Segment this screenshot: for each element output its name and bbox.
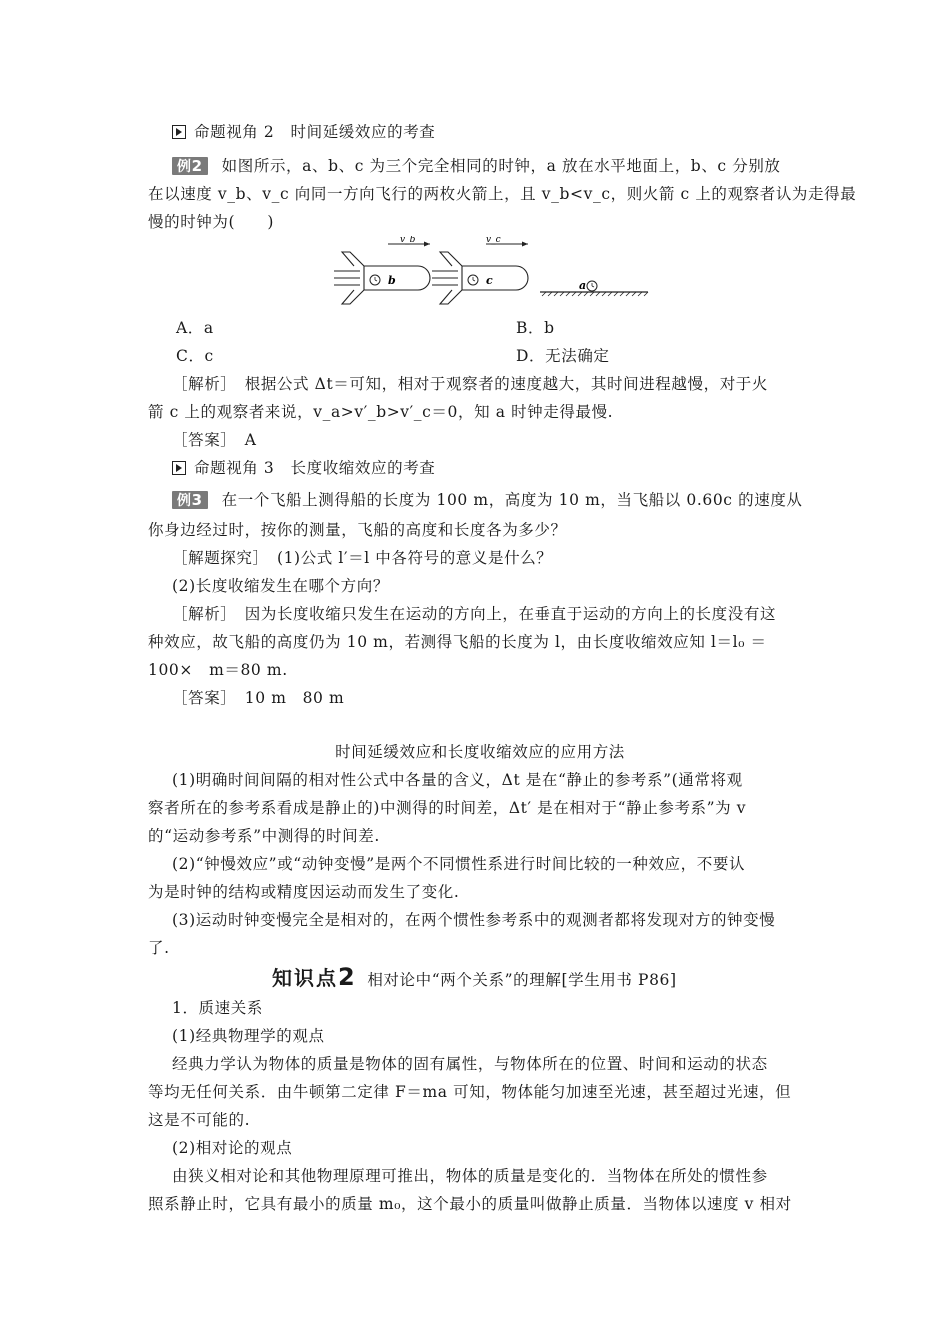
subsection-1b-line-1: 由狭义相对论和其他物理原理可推出，物体的质量是变化的．当物体在所处的惯性参 [172,1167,768,1185]
subsection-1a-line-3: 这是不可能的. [148,1111,251,1129]
option-b: B．b [516,319,555,337]
example-2-badge: 例2 [172,157,208,175]
example-3-text-1: 在一个飞船上测得船的长度为 100 m，高度为 10 m，当飞船以 0.60c 的速度从 [221,491,803,509]
method-p3-line-2: 了. [148,939,170,957]
rocket-c-label: c [486,274,493,287]
subsection-1b-line-2: 照系静止时，它具有最小的质量 m₀，这个最小的质量叫做静止质量．当物体以速度 v 相对 [148,1195,792,1213]
example-3-line-1 [172,490,812,510]
explore-line-1: ［解题探究］ (1)公式 l′＝l 中各符号的意义是什么？ [172,549,553,567]
answer-2: ［答案］ A [172,431,257,449]
ground-clock [540,279,648,296]
method-p2-line-1: (2)“钟慢效应”或“动钟变慢”是两个不同惯性系进行时间比较的一种效应，不要认 [172,855,746,873]
subsection-1a-line-1: 经典力学认为物体的质量是物体的固有属性，与物体所在的位置、时间和运动的状态 [172,1055,768,1073]
section-2-heading-text: 命题视角 2 时间延缓效应的考查 [194,123,436,141]
option-a: A．a [176,319,214,337]
example-2-line-3: 慢的时钟为( ) [148,213,274,231]
analysis-2-line-2: 箭 c 上的观察者来说，v_a>v′_b>v′_c＝0，知 a 时钟走得最慢. [148,403,614,421]
subsection-1-title: 1．质速关系 [172,999,263,1017]
rocket-c-velocity-label: v_c [486,236,501,245]
answer-3: ［答案］ 10 m 80 m [172,689,345,707]
analysis-2-line-1: ［解析］ 根据公式 Δt＝可知，相对于观察者的速度越大，其时间进程越慢，对于火 [172,375,769,393]
method-p1-line-1: (1)明确时间间隔的相对性公式中各量的含义，Δt 是在“静止的参考系”(通常将观 [172,771,743,789]
knowledge-point-number: 2 [338,963,356,991]
rocket-b-velocity-label: v_b [400,236,416,245]
example-2-line-1 [172,156,812,176]
method-p1-line-3: 的“运动参考系”中测得的时间差. [148,827,380,845]
rocket-b-label: b [388,274,396,287]
play-triangle-icon [172,461,186,475]
analysis-3-line-2: 种效应，故飞船的高度仍为 10 m，若测得飞船的长度为 l，由长度收缩效应知 l＝l₀ ＝ [148,633,767,651]
subsection-1a-title: (1)经典物理学的观点 [172,1027,325,1045]
method-p3-line-1: (3)运动时钟变慢完全是相对的，在两个惯性参考系中的观测者都将发现对方的钟变慢 [172,911,776,929]
example-2-text-1: 如图所示，a、b、c 为三个完全相同的时钟，a 放在水平地面上，b、c 分别放 [221,157,781,175]
option-d: D．无法确定 [516,347,610,365]
knowledge-point-heading [272,962,912,992]
method-p1-line-2: 察者所在的参考系看成是静止的)中测得的时间差，Δt′ 是在相对于“静止参考系”为 v [148,799,747,817]
analysis-3-line-3: 100× m＝80 m. [148,661,288,679]
analysis-3-line-1: ［解析］ 因为长度收缩只发生在运动的方向上，在垂直于运动的方向上的长度没有这 [172,605,777,623]
example-2-line-2: 在以速度 v_b、v_c 向同一方向飞行的两枚火箭上，且 v_b<v_c，则火箭 c 上的观察者认为走得最 [148,185,857,203]
subsection-1b-title: (2)相对论的观点 [172,1139,293,1157]
rockets-figure [330,236,660,306]
example-3-line-2: 你身边经过时，按你的测量，飞船的高度和长度各为多少？ [148,521,567,539]
subsection-1a-line-2: 等均无任何关系．由牛顿第二定律 F＝ma 可知，物体能匀加速至光速，甚至超过光速，但 [148,1083,792,1101]
method-title: 时间延缓效应和长度收缩效应的应用方法 [335,743,625,761]
rocket-c [432,236,528,304]
play-triangle-icon [172,125,186,139]
section-3-heading-text: 命题视角 3 长度收缩效应的考查 [194,459,436,477]
rocket-b [334,236,430,304]
explore-line-2: (2)长度收缩发生在哪个方向？ [172,577,389,595]
example-3-badge: 例3 [172,491,208,509]
section-3-heading [172,458,812,478]
ground-clock-label: a [579,279,587,292]
method-p2-line-2: 为是时钟的结构或精度因运动而发生了变化. [148,883,460,901]
knowledge-point-label: 知识点 [272,966,338,990]
knowledge-point-title: 相对论中“两个关系”的理解[学生用书 P86] [367,971,677,989]
option-c: C．c [176,347,214,365]
section-2-heading [172,122,812,142]
